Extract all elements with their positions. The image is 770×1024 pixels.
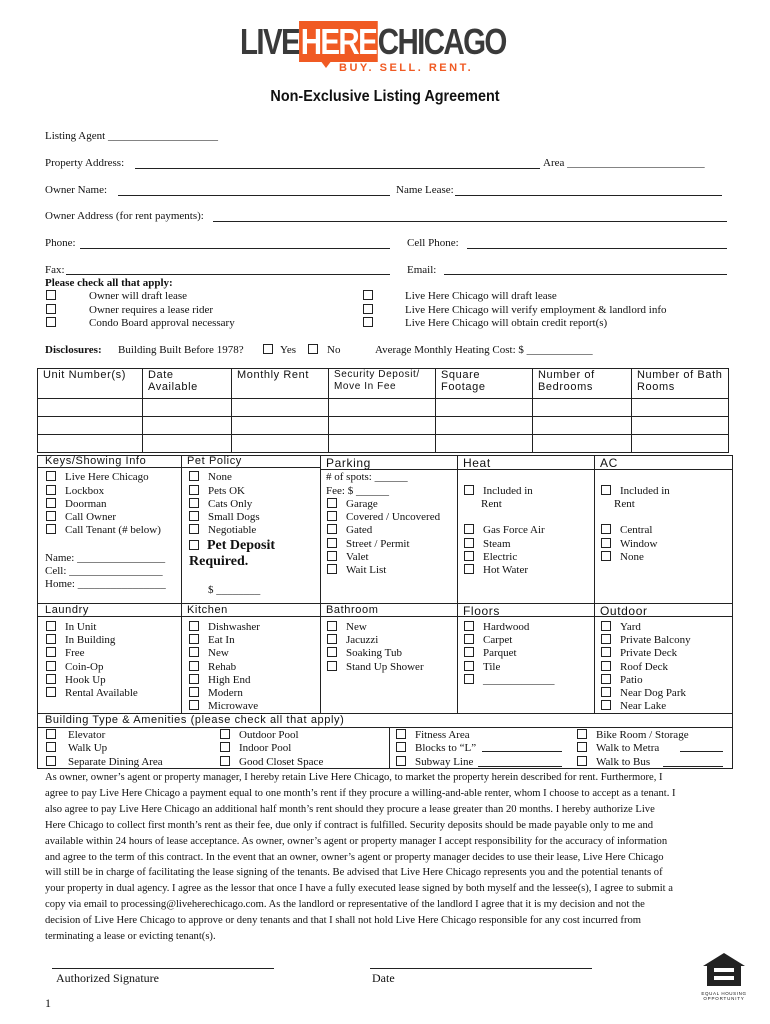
check-owner-rider[interactable]: Owner requires a lease rider: [46, 304, 213, 316]
checkbox[interactable]: [464, 647, 474, 657]
heat-electric[interactable]: Electric: [464, 551, 517, 563]
floors-parquet[interactable]: Parquet: [464, 647, 517, 659]
blocks-l-field[interactable]: [482, 751, 562, 752]
agreement-text: [45, 770, 735, 945]
heat-header: Heat: [463, 456, 491, 470]
check-condo-board[interactable]: Condo Board approval necessary: [46, 317, 235, 329]
checkbox[interactable]: [46, 687, 56, 697]
laundry-hook-up[interactable]: Hook Up: [46, 674, 106, 686]
equal-housing-line1: EQUAL HOUSING: [701, 991, 747, 996]
checkbox[interactable]: [189, 511, 199, 521]
metra-field[interactable]: [680, 751, 723, 752]
laundry-header: Laundry: [45, 604, 89, 616]
checkbox[interactable]: [189, 647, 199, 657]
table-cell[interactable]: [232, 435, 329, 453]
table-cell[interactable]: [436, 417, 533, 435]
checkbox[interactable]: [189, 700, 199, 710]
checkbox[interactable]: [601, 538, 611, 548]
checkbox[interactable]: [220, 756, 230, 766]
ac-none[interactable]: None: [601, 551, 644, 563]
bldg-outdoor-pool[interactable]: Outdoor Pool: [220, 729, 299, 741]
equal-housing-icon: [697, 952, 751, 1002]
checkbox[interactable]: [189, 621, 199, 631]
table-cell[interactable]: [232, 399, 329, 417]
heat-steam[interactable]: Steam: [464, 538, 511, 550]
laundry-coin-op[interactable]: Coin-Op: [46, 661, 104, 673]
table-cell[interactable]: [143, 417, 232, 435]
date-label: Date: [372, 971, 395, 985]
units-header-baths: Number of Bath Rooms: [632, 369, 729, 399]
table-cell[interactable]: [38, 417, 143, 435]
agreement-line: Here Chicago to collect first month’s rent as their fee, due only if contract is fulfilled. Security deposits should be made payable only to me and: [45, 819, 654, 831]
cell-phone-label: Cell Phone:: [407, 237, 459, 249]
table-cell[interactable]: [143, 435, 232, 453]
laundry-free[interactable]: Free: [46, 647, 85, 659]
checkbox[interactable]: [327, 524, 337, 534]
checkbox[interactable]: [601, 551, 611, 561]
pet-header: Pet Policy: [187, 455, 242, 467]
checkbox[interactable]: [46, 317, 56, 327]
checkbox[interactable]: [46, 290, 56, 300]
subway-field[interactable]: [478, 766, 562, 767]
parking-gated[interactable]: Gated: [327, 524, 372, 536]
equal-housing-line2: OPPORTUNITY: [703, 996, 745, 1001]
pet-deposit-required: Required.: [189, 554, 249, 569]
checkbox[interactable]: [308, 344, 318, 354]
table-cell[interactable]: [38, 399, 143, 417]
bldg-subway[interactable]: Subway Line: [396, 756, 473, 768]
ac-rent: Rent: [614, 498, 635, 510]
checkbox[interactable]: [327, 661, 337, 671]
bldg-closet[interactable]: Good Closet Space: [220, 756, 323, 768]
table-cell[interactable]: [329, 399, 436, 417]
owner-name-label: Owner Name:: [45, 184, 108, 196]
checkbox[interactable]: [327, 511, 337, 521]
keys-cell[interactable]: Cell: _________________: [45, 565, 163, 577]
keys-doorman[interactable]: Doorman: [46, 498, 107, 510]
keys-header: Keys/Showing Info: [45, 455, 147, 467]
built-before-1978: Building Built Before 1978?: [118, 344, 244, 356]
checkbox[interactable]: [189, 471, 199, 481]
checkbox[interactable]: [189, 687, 199, 697]
bldg-bus[interactable]: Walk to Bus: [577, 756, 650, 768]
keys-call-tenant[interactable]: Call Tenant (# below): [46, 524, 161, 536]
parking-covered[interactable]: Covered / Uncovered: [327, 511, 440, 523]
fax-field[interactable]: [66, 274, 390, 275]
signature-label: Authorized Signature: [56, 971, 159, 985]
checkbox[interactable]: [464, 621, 474, 631]
agreement-line: your property in dual agency. I agree as the lessor that once I have a fully executed lease signed by both myself and the lessee(s), I agree to submit a: [45, 883, 673, 895]
checkbox[interactable]: [189, 674, 199, 684]
checkbox[interactable]: [46, 498, 56, 508]
checkbox[interactable]: [263, 344, 273, 354]
heat-hot-water[interactable]: Hot Water: [464, 564, 528, 576]
checkbox[interactable]: [464, 551, 474, 561]
table-cell[interactable]: [38, 435, 143, 453]
floors-hardwood[interactable]: Hardwood: [464, 621, 529, 633]
laundry-in-unit[interactable]: In Unit: [46, 621, 96, 633]
checkbox[interactable]: [189, 498, 199, 508]
checkbox[interactable]: [46, 742, 56, 752]
checkbox[interactable]: [189, 634, 199, 644]
pet-cats[interactable]: Cats Only: [189, 498, 252, 510]
table-cell[interactable]: [232, 417, 329, 435]
agreement-line: available within 24 hours of lease acceptance. As owner, owner’s agent or property manager I accept responsibility for the accuracy of information: [45, 835, 668, 847]
checkbox[interactable]: [327, 647, 337, 657]
page-number: 1: [45, 996, 51, 1010]
checkbox[interactable]: [601, 674, 611, 684]
checkbox[interactable]: [577, 756, 587, 766]
floors-tile[interactable]: Tile: [464, 661, 500, 673]
agreement-line: also agree to pay Live Here Chicago an additional half month’s rent should they procure a lease greater than 20 months. I hereby authorize Live: [45, 803, 655, 815]
outdoor-lake[interactable]: Near Lake: [601, 700, 666, 712]
disclosure-no[interactable]: No: [308, 344, 340, 356]
checkbox[interactable]: [327, 498, 337, 508]
email-field[interactable]: [444, 274, 727, 275]
checkbox[interactable]: [46, 621, 56, 631]
heat-rent: Rent: [481, 498, 502, 510]
heat-gas[interactable]: Gas Force Air: [464, 524, 545, 536]
logo-tagline: BUY. SELL. RENT.: [339, 62, 474, 74]
checkbox[interactable]: [464, 634, 474, 644]
outdoor-dog-park[interactable]: Near Dog Park: [601, 687, 686, 699]
checkbox[interactable]: [327, 564, 337, 574]
check-lhc-draft[interactable]: Live Here Chicago will draft lease: [363, 290, 557, 302]
checkbox[interactable]: [189, 661, 199, 671]
table-cell[interactable]: [436, 399, 533, 417]
checkbox[interactable]: [464, 674, 474, 684]
keys-name[interactable]: Name: ________________: [45, 552, 166, 564]
checkbox[interactable]: [577, 742, 587, 752]
kitchen-dishwasher[interactable]: Dishwasher: [189, 621, 260, 633]
area-label: Area _________________________: [543, 157, 705, 169]
page-title: Non-Exclusive Listing Agreement: [270, 88, 500, 105]
kitchen-modern[interactable]: Modern: [189, 687, 243, 699]
checkbox[interactable]: [189, 485, 199, 495]
laundry-rental[interactable]: Rental Available: [46, 687, 138, 699]
laundry-in-building[interactable]: In Building: [46, 634, 115, 646]
listing-agent-label: Listing Agent ____________________: [45, 130, 218, 142]
checkbox[interactable]: [601, 485, 611, 495]
checkbox[interactable]: [464, 524, 474, 534]
logo-live: LIVE: [240, 21, 300, 62]
pet-deposit-amount[interactable]: $ ________: [208, 584, 261, 596]
ac-header: AC: [600, 456, 618, 470]
bldg-walk-up[interactable]: Walk Up: [46, 742, 107, 754]
checkbox[interactable]: [189, 524, 199, 534]
outdoor-patio[interactable]: Patio: [601, 674, 643, 686]
checkbox[interactable]: [601, 647, 611, 657]
disclosures-label: Disclosures:: [45, 344, 102, 356]
bus-field[interactable]: [663, 766, 723, 767]
agreement-line: terminating a lease or evicting tenant(s).: [45, 931, 216, 943]
parking-street[interactable]: Street / Permit: [327, 538, 410, 550]
parking-waitlist[interactable]: Wait List: [327, 564, 386, 576]
checkbox[interactable]: [220, 729, 230, 739]
date-field[interactable]: [370, 968, 592, 969]
owner-address-field[interactable]: [213, 221, 727, 222]
agreement-line: As owner, owner’s agent or property manager, I hereby retain Live Here Chicago, to market the property herein described for rent. Furthermore, I: [45, 772, 663, 783]
disclosure-yes[interactable]: Yes: [263, 344, 296, 356]
checkbox[interactable]: [46, 485, 56, 495]
building-header: Building Type & Amenities (please check all that apply): [45, 714, 345, 726]
bldg-elevator[interactable]: Elevator: [46, 729, 105, 741]
table-cell[interactable]: [143, 399, 232, 417]
keys-lhc[interactable]: Live Here Chicago: [46, 471, 149, 483]
checkbox[interactable]: [46, 756, 56, 766]
phone-field[interactable]: [80, 248, 390, 249]
outdoor-header: Outdoor: [600, 604, 648, 618]
kitchen-eat-in[interactable]: Eat In: [189, 634, 235, 646]
property-address-field[interactable]: [135, 168, 540, 169]
agreement-line: agree to pay Live Here Chicago a payment equal to one month’s rent if they procure a willing-and-able renter, whom I choose to accept as a tenant. I: [45, 787, 676, 799]
checkbox[interactable]: [327, 551, 337, 561]
logo-chicago: CHICAGO: [377, 21, 506, 62]
outdoor-roof-deck[interactable]: Roof Deck: [601, 661, 668, 673]
bldg-dining[interactable]: Separate Dining Area: [46, 756, 163, 768]
check-lhc-credit[interactable]: Live Here Chicago will obtain credit report(s): [363, 317, 607, 329]
units-header-deposit: Security Deposit/ Move In Fee: [329, 369, 436, 399]
check-apply-heading: Please check all that apply:: [45, 277, 173, 289]
agreement-line: will still be in charge of facilitating the lease signing of the tenants. Be advised that Live Here Chicago represents you and the potential tenants of: [45, 867, 663, 879]
bath-new[interactable]: New: [327, 621, 367, 633]
checkbox[interactable]: [46, 729, 56, 739]
check-lhc-verify[interactable]: Live Here Chicago will verify employment & landlord info: [363, 304, 667, 316]
table-cell[interactable]: [329, 435, 436, 453]
units-header-sqft: Square Footage: [436, 369, 533, 399]
checkbox[interactable]: [601, 634, 611, 644]
checkbox[interactable]: [363, 304, 373, 314]
table-cell[interactable]: [632, 399, 729, 417]
fax-label: Fax:: [45, 264, 65, 276]
signature-field[interactable]: [52, 968, 274, 969]
bldg-indoor-pool[interactable]: Indoor Pool: [220, 742, 291, 754]
check-owner-draft[interactable]: Owner will draft lease: [46, 290, 187, 302]
checkbox[interactable]: [46, 647, 56, 657]
floors-other[interactable]: _____________: [464, 674, 555, 686]
parking-valet[interactable]: Valet: [327, 551, 369, 563]
checkbox[interactable]: [464, 564, 474, 574]
email-label: Email:: [407, 264, 437, 276]
parking-fee[interactable]: Fee: $ ______: [326, 485, 389, 497]
kitchen-rehab[interactable]: Rehab: [189, 661, 236, 673]
keys-lockbox[interactable]: Lockbox: [46, 485, 104, 497]
owner-name-field[interactable]: [118, 195, 390, 196]
checkbox[interactable]: [601, 687, 611, 697]
table-cell[interactable]: [533, 399, 632, 417]
heating-cost: Average Monthly Heating Cost: $ ____________: [375, 344, 593, 356]
bath-soaking-tub[interactable]: Soaking Tub: [327, 647, 402, 659]
checkbox[interactable]: [601, 661, 611, 671]
units-header-rent: Monthly Rent: [232, 369, 329, 399]
outdoor-balcony[interactable]: Private Balcony: [601, 634, 691, 646]
cell-phone-field[interactable]: [467, 248, 727, 249]
table-cell[interactable]: [329, 417, 436, 435]
checkbox[interactable]: [327, 538, 337, 548]
parking-garage[interactable]: Garage: [327, 498, 378, 510]
house-icon: [697, 952, 751, 988]
checkbox[interactable]: [46, 661, 56, 671]
checkbox[interactable]: [327, 621, 337, 631]
ac-window[interactable]: Window: [601, 538, 657, 550]
checkbox[interactable]: [601, 621, 611, 631]
ac-included[interactable]: Included in: [601, 485, 670, 497]
bath-jacuzzi[interactable]: Jacuzzi: [327, 634, 378, 646]
logo: [240, 21, 506, 78]
checkbox[interactable]: [189, 540, 199, 550]
checkbox[interactable]: [46, 524, 56, 534]
bldg-bike-room[interactable]: Bike Room / Storage: [577, 729, 689, 741]
checkbox[interactable]: [396, 756, 406, 766]
name-lease-label: Name Lease:: [396, 184, 454, 196]
floors-carpet[interactable]: Carpet: [464, 634, 512, 646]
checkbox[interactable]: [601, 700, 611, 710]
outdoor-deck[interactable]: Private Deck: [601, 647, 677, 659]
table-cell[interactable]: [533, 417, 632, 435]
table-cell[interactable]: [632, 417, 729, 435]
bldg-fitness[interactable]: Fitness Area: [396, 729, 470, 741]
pet-negotiable[interactable]: Negotiable: [189, 524, 256, 536]
parking-header: Parking: [326, 456, 371, 470]
heat-included[interactable]: Included in: [464, 485, 533, 497]
outdoor-yard[interactable]: Yard: [601, 621, 641, 633]
checkbox[interactable]: [46, 304, 56, 314]
checkbox[interactable]: [327, 634, 337, 644]
checkbox[interactable]: [46, 471, 56, 481]
phone-label: Phone:: [45, 237, 76, 249]
pet-deposit[interactable]: Pet Deposit: [189, 538, 275, 554]
bldg-blocks-l[interactable]: Blocks to “L”: [396, 742, 476, 754]
pet-ok[interactable]: Pets OK: [189, 485, 245, 497]
pet-none[interactable]: None: [189, 471, 232, 483]
checkbox[interactable]: [464, 485, 474, 495]
checkbox[interactable]: [220, 742, 230, 752]
kitchen-microwave[interactable]: Microwave: [189, 700, 258, 712]
bathroom-header: Bathroom: [326, 604, 379, 616]
keys-call-owner[interactable]: Call Owner: [46, 511, 116, 523]
property-address-label: Property Address:: [45, 157, 125, 169]
ac-central[interactable]: Central: [601, 524, 652, 536]
name-lease-field[interactable]: [455, 195, 722, 196]
agreement-line: copy via email to processing@liveherechicago.com. As the landlord or representative of the landlord I agree that it is my decision and not the: [45, 899, 645, 911]
owner-address-label: Owner Address (for rent payments):: [45, 210, 204, 222]
logo-pointer-icon: [320, 60, 332, 68]
kitchen-high-end[interactable]: High End: [189, 674, 250, 686]
checkbox[interactable]: [577, 729, 587, 739]
units-table: [37, 368, 729, 453]
checkbox[interactable]: [46, 511, 56, 521]
checkbox[interactable]: [363, 290, 373, 300]
table-cell[interactable]: [632, 435, 729, 453]
floors-header: Floors: [463, 604, 500, 618]
checkbox[interactable]: [601, 524, 611, 534]
parking-spots[interactable]: # of spots: ______: [326, 471, 408, 483]
checkbox[interactable]: [46, 674, 56, 684]
units-header-bedrooms: Number of Bedrooms: [533, 369, 632, 399]
table-cell[interactable]: [533, 435, 632, 453]
checkbox[interactable]: [464, 538, 474, 548]
checkbox[interactable]: [396, 742, 406, 752]
pet-small-dogs[interactable]: Small Dogs: [189, 511, 260, 523]
bath-stand-up[interactable]: Stand Up Shower: [327, 661, 424, 673]
checkbox[interactable]: [464, 661, 474, 671]
checkbox[interactable]: [396, 729, 406, 739]
units-header-unit: Unit Number(s): [38, 369, 143, 399]
keys-home[interactable]: Home: ________________: [45, 578, 166, 590]
logo-here: HERE: [300, 21, 377, 62]
checkbox[interactable]: [363, 317, 373, 327]
kitchen-new[interactable]: New: [189, 647, 229, 659]
table-cell[interactable]: [436, 435, 533, 453]
agreement-line: decision of Live Here Chicago to approve or deny tenants and that I shall not hold Live Here Chicago responsible for any cost incurred from: [45, 915, 642, 927]
units-header-date: Date Available: [143, 369, 232, 399]
kitchen-header: Kitchen: [187, 604, 228, 616]
checkbox[interactable]: [46, 634, 56, 644]
bldg-metra[interactable]: Walk to Metra: [577, 742, 659, 754]
agreement-line: and agree to the term of this contract. In the event that an owner, owner’s agent or property manager decides to use their lease, Live Here Chicago: [45, 851, 664, 863]
